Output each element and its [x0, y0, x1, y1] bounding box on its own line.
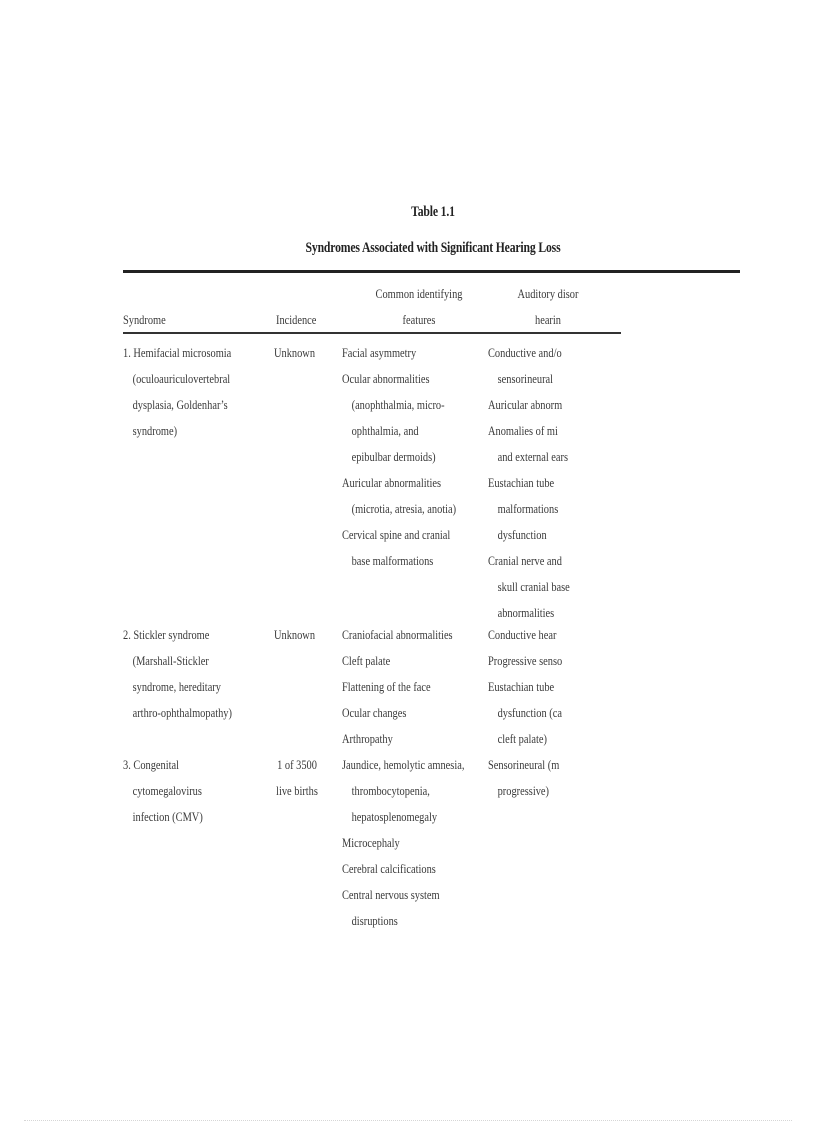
row3-features [342, 752, 464, 934]
header-features-line1: Common identifying [375, 286, 463, 301]
row3-incidence-line: live births [276, 783, 318, 798]
row1-syndrome-line: 1. Hemifacial microsomia [123, 345, 232, 360]
header-features [367, 281, 471, 333]
row1-features-line: Facial asymmetry [342, 345, 417, 360]
row1-syndrome-line: dysplasia, Goldenhar’s [132, 397, 228, 412]
row1-syndrome-line: (oculoauriculovertebral [132, 371, 231, 386]
header-syndrome: Syndrome [123, 312, 166, 327]
header-auditory-line1: Auditory disor [517, 286, 579, 301]
page-bottom-border [24, 1120, 792, 1122]
row1-auditory-line: Cranial nerve and [488, 553, 562, 568]
row3-auditory-line: progressive) [497, 783, 550, 798]
row2-syndrome-line: (Marshall-Stickler [132, 653, 209, 668]
table-label: Table 1.1 [411, 204, 455, 220]
row2-auditory-line: cleft palate) [497, 731, 547, 746]
row2-features-line: Arthropathy [342, 731, 393, 746]
row1-features-line: ophthalmia, and [351, 423, 419, 438]
row3-incidence-line: 1 of 3500 [277, 757, 317, 772]
row1-auditory-line: and external ears [497, 449, 569, 464]
row1-syndrome [123, 340, 231, 444]
row1-features [342, 340, 456, 574]
row1-auditory-line: malformations [497, 501, 559, 516]
header-auditory [508, 281, 588, 333]
row2-auditory-line: Conductive hear [488, 627, 557, 642]
row2-features [342, 622, 453, 752]
row3-auditory [488, 752, 559, 804]
row2-auditory-line: dysfunction (ca [497, 705, 563, 720]
row2-auditory-line: Eustachian tube [488, 679, 555, 694]
row1-auditory-line: sensorineural [497, 371, 554, 386]
row1-auditory-line: skull cranial base [497, 579, 570, 594]
header-incidence: Incidence [276, 312, 317, 327]
row3-syndrome-line: 3. Congenital [123, 757, 180, 772]
row3-syndrome-line: infection (CMV) [132, 809, 203, 824]
row1-auditory-line: Conductive and/o [488, 345, 562, 360]
row1-auditory-line: Anomalies of mi [488, 423, 558, 438]
row2-syndrome-line: 2. Stickler syndrome [123, 627, 210, 642]
row2-features-line: Craniofacial abnormalities [342, 627, 453, 642]
row2-incidence [274, 622, 315, 648]
row2-incidence-line: Unknown [274, 627, 316, 642]
row3-auditory-line: Sensorineural (m [488, 757, 560, 772]
row3-syndrome-line: cytomegalovirus [132, 783, 202, 798]
row1-auditory-line: dysfunction [497, 527, 547, 542]
header-auditory-line2: hearin [535, 312, 561, 327]
row1-features-line: (anophthalmia, micro- [351, 397, 445, 412]
row2-syndrome [123, 622, 232, 726]
row1-auditory-line: Eustachian tube [488, 475, 555, 490]
row3-incidence [269, 752, 325, 804]
row1-features-line: Ocular abnormalities [342, 371, 430, 386]
row1-features-line: epibulbar dermoids) [351, 449, 436, 464]
row3-features-line: Cerebral calcifications [342, 861, 436, 876]
row1-auditory [488, 340, 570, 626]
row1-incidence [274, 340, 315, 366]
row2-syndrome-line: syndrome, hereditary [132, 679, 221, 694]
table-title: Syndromes Associated with Significant Hearing Loss [305, 240, 561, 256]
row1-features-line: Auricular abnormalities [342, 475, 442, 490]
row3-syndrome [123, 752, 203, 830]
row1-features-line: Cervical spine and cranial [342, 527, 451, 542]
row2-auditory-line: Progressive senso [488, 653, 563, 668]
row1-auditory-line: Auricular abnorm [488, 397, 563, 412]
row2-syndrome-line: arthro-ophthalmopathy) [132, 705, 232, 720]
table-header-rule [123, 332, 621, 334]
row2-auditory [488, 622, 562, 752]
row1-syndrome-line: syndrome) [132, 423, 178, 438]
row3-features-line: Microcephaly [342, 835, 400, 850]
row3-features-line: Central nervous system [342, 887, 440, 902]
header-features-line2: features [402, 312, 436, 327]
row3-features-line: Jaundice, hemolytic amnesia, [342, 757, 465, 772]
row3-features-line: disruptions [351, 913, 398, 928]
row1-auditory-line: abnormalities [497, 605, 555, 620]
row2-features-line: Ocular changes [342, 705, 407, 720]
row1-incidence-line: Unknown [274, 345, 316, 360]
row3-features-line: thrombocytopenia, [351, 783, 430, 798]
row1-features-line: (microtia, atresia, anotia) [351, 501, 457, 516]
table-top-rule [123, 270, 740, 273]
row3-features-line: hepatosplenomegaly [351, 809, 438, 824]
row2-features-line: Flattening of the face [342, 679, 431, 694]
row1-features-line: base malformations [351, 553, 434, 568]
row2-features-line: Cleft palate [342, 653, 391, 668]
